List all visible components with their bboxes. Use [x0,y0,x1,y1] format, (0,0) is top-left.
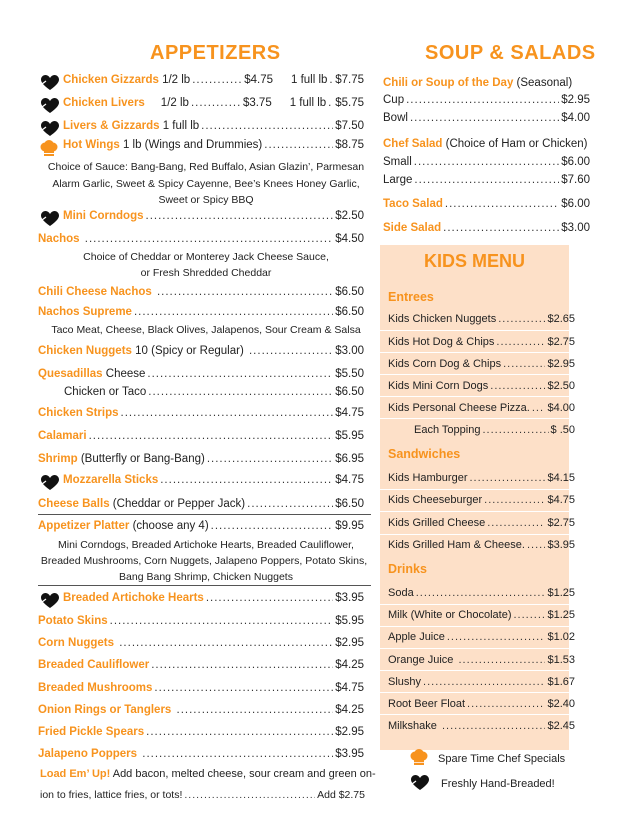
kids-divider [380,511,569,512]
large-price: $7.60 [561,174,590,186]
kids-item-price: $4.75 [547,494,575,506]
appetizer-mid: 1 full lb [289,97,327,109]
kids-item-price: $2.65 [547,313,575,325]
kids-sandwiches-heading: Sandwiches [388,447,461,461]
appetizer-price: $2.95 [335,637,364,649]
appetizer-row [38,704,364,716]
appetizer-name: Chili Cheese Nachos [38,286,152,298]
appetizer-price: $7.75 [335,74,364,86]
kids-item-price: $2.95 [547,358,575,370]
appetizer-mid: 1 full lb [290,74,328,86]
appetizer-desc [80,233,83,245]
appetizer-row [38,345,364,357]
kids-divider [380,489,569,490]
appetizer-name: Hot Wings [63,139,120,151]
chef-hat-icon [39,139,59,159]
appetizer-row [38,286,364,298]
kids-divider [380,330,569,331]
load-em-up-name: Load Em’ Up! [40,768,111,780]
appetizer-row [38,453,364,465]
appetizer-price: $6.50 [335,306,364,318]
divider-above-platter [38,514,371,515]
appetizer-name: Chicken Strips [38,407,119,419]
appetizer-row [38,430,364,442]
kids-item-name: Kids Mini Corn Dogs [388,380,489,392]
kids-item-price: $1.67 [547,676,575,688]
appetizer-desc: Cheese [102,368,146,380]
taco-salad-row [383,198,590,210]
kids-divider [380,670,569,671]
appetizer-half-price: $4.75 [244,74,273,86]
appetizers-title: APPETIZERS [150,42,281,64]
chili-heading [383,77,572,89]
kids-item-name: Orange Juice [388,654,457,666]
kids-item-name: Kids Grilled Ham & Cheese. [388,539,525,551]
appetizer-price: $6.50 [335,286,364,298]
kids-item-price: $2.50 [547,380,575,392]
chili-desc: (Seasonal) [513,77,573,89]
heart-hand-icon [41,98,59,114]
kids-menu-row [388,631,575,643]
appetizer-row [38,682,364,694]
appetizer-name: Calamari [38,430,87,442]
appetizer-name: Breaded Cauliflower [38,659,150,671]
heart-hand-icon [41,593,59,609]
kids-item-price: $2.75 [547,517,575,529]
appetizer-price: $5.50 [335,368,364,380]
kids-menu-row [388,698,575,710]
small-row [383,156,590,168]
kids-menu-row [388,402,575,414]
appetizer-price: $3.95 [335,592,364,604]
side-salad-row [383,222,590,234]
large-row [383,174,590,186]
load-em-up-price: Add $2.75 [317,789,365,801]
appetizer-row [63,97,364,109]
appetizer-price: $6.95 [335,453,364,465]
appetizer-price: $8.75 [335,139,364,151]
appetizer-price: $7.50 [335,120,364,132]
appetizer-desc: 1 lb (Wings and Drummies) [119,139,263,151]
wings-sauce-note-3: Sweet or Spicy BBQ [158,194,254,206]
appetizer-name: Potato Skins [38,615,108,627]
kids-divider [380,648,569,649]
kids-item-name: Milkshake [388,720,440,732]
appetizer-row [38,498,364,510]
kids-menu-row [388,720,575,732]
appetizer-price: $2.95 [335,726,364,738]
appetizer-desc: 1 full lb [159,120,200,132]
bowl-row [383,112,590,124]
side-salad-label: Side Salad [383,222,442,234]
large-label: Large [383,174,413,186]
appetizer-price: $4.25 [335,704,364,716]
kids-menu-row [388,358,575,370]
appetizer-desc [171,704,174,716]
appetizer-row [63,210,364,222]
kids-item-name: Kids Chicken Nuggets [388,313,497,325]
appetizer-row [38,615,364,627]
appetizer-row [38,368,364,380]
cup-row [383,94,590,106]
chef-salad-name: Chef Salad [383,138,443,150]
divider-below-platter [38,585,371,586]
appetizer-price: $5.75 [335,97,364,109]
kids-item-name: Each Topping [414,424,481,436]
appetizer-name: Breaded Mushrooms [38,682,153,694]
appetizer-row [38,748,364,760]
wings-sauce-note-1: Choice of Sauce: Bang-Bang, Red Buffalo, Asian Glazin’, Parmesan [47,161,365,173]
appetizer-price: $3.00 [335,345,364,357]
appetizer-row [63,120,364,132]
appetizer-row [38,407,364,419]
appetizer-row [38,233,364,245]
heart-hand-icon [411,775,429,791]
supreme-note: Taco Meat, Cheese, Black Olives, Jalapenos, Sour Cream & Salsa [51,324,361,336]
side-salad-price: $3.00 [561,222,590,234]
kids-item-price: $2.45 [547,720,575,732]
load-em-up-line2: ion to fries, lattice fries, or tots! [40,789,183,801]
appetizer-desc [152,286,155,298]
heart-hand-icon [41,121,59,137]
kids-divider [380,352,569,353]
kids-divider [380,418,569,419]
appetizer-name: Nachos Supreme [38,306,132,318]
kids-menu-row [388,676,575,688]
appetizer-desc: 10 (Spicy or Regular) [131,345,247,357]
appetizer-desc [137,748,140,760]
kids-item-name: Soda [388,587,414,599]
appetizer-desc: (Cheddar or Pepper Jack) [109,498,246,510]
kids-item-name: Kids Personal Cheese Pizza. [388,402,530,414]
appetizer-row [38,306,364,318]
kids-item-name: Kids Grilled Cheese [388,517,486,529]
kids-item-price: $3.95 [547,539,575,551]
appetizer-name: Mini Corndogs [63,210,144,222]
kids-divider [380,374,569,375]
cup-label: Cup [383,94,405,106]
kids-divider [380,604,569,605]
appetizer-desc: 1/2 lb [144,97,189,109]
appetizer-row [38,659,364,671]
kids-divider [380,396,569,397]
cup-price: $2.95 [561,94,590,106]
appetizer-name: Appetizer Platter [38,520,130,532]
appetizer-name: Mozzarella Sticks [63,474,159,486]
heart-hand-icon [41,475,59,491]
appetizer-name: Fried Pickle Spears [38,726,145,738]
appetizer-price: $4.75 [335,474,364,486]
appetizer-row [63,139,364,151]
kids-divider [380,534,569,535]
taco-salad-label: Taco Salad [383,198,443,210]
chef-salad-heading [383,138,588,150]
load-em-up-line1: Add bacon, melted cheese, sour cream and green on- [110,768,376,780]
appetizer-desc: 1/2 lb [158,74,191,86]
small-price: $6.00 [561,156,590,168]
kids-item-price: $1.25 [547,587,575,599]
appetizer-name: Livers & Gizzards [63,120,160,132]
nachos-note-2: or Fresh Shredded Cheddar [140,267,272,279]
appetizer-desc: (Butterfly or Bang-Bang) [77,453,205,465]
kids-item-price: $4.00 [547,402,575,414]
kids-divider [380,714,569,715]
chef-salad-desc: (Choice of Ham or Chicken) [442,138,588,150]
appetizer-name: Onion Rings or Tanglers [38,704,172,716]
kids-item-name: Slushy [388,676,422,688]
kids-item-price: $1.53 [547,654,575,666]
appetizer-row [63,74,364,86]
kids-drinks-heading: Drinks [388,562,427,576]
legend-chef-specials: Spare Time Chef Specials [438,753,566,765]
heart-hand-icon [41,211,59,227]
kids-divider [380,692,569,693]
kids-menu-row [388,472,575,484]
kids-divider [380,626,569,627]
kids-item-name: Kids Cheeseburger [388,494,483,506]
appetizer-price: $4.75 [335,407,364,419]
bowl-price: $4.00 [561,112,590,124]
appetizer-name: Cheese Balls [38,498,110,510]
appetizer-name: Nachos [38,233,80,245]
appetizer-name: Shrimp [38,453,78,465]
appetizer-row [38,637,364,649]
appetizer-name: Breaded Artichoke Hearts [63,592,204,604]
wings-sauce-note-2: Alarm Garlic, Sweet & Spicy Cayenne, Bee’s Knees Honey Garlic, [52,178,360,190]
kids-item-name: Root Beer Float [388,698,466,710]
load-em-up-line2-row [40,789,365,801]
load-em-up [40,768,376,780]
appetizer-name: Chicken Nuggets [38,345,132,357]
kids-item-name: Kids Corn Dog & Chips [388,358,502,370]
kids-menu-row [388,587,575,599]
appetizer-price: $4.25 [335,659,364,671]
kids-item-price: $1.25 [547,609,575,621]
appetizer-price: $2.50 [335,210,364,222]
kids-item-name: Apple Juice [388,631,445,643]
kids-item-name: Kids Hot Dog & Chips [388,336,495,348]
appetizer-name: Jalapeno Poppers [38,748,138,760]
kids-menu-row [388,539,575,551]
kids-item-price: $2.40 [547,698,575,710]
legend-hand-breaded: Freshly Hand-Breaded! [441,778,555,790]
appetizer-price: $6.50 [335,386,364,398]
appetizer-row [64,386,364,398]
kids-item-price: $ .50 [550,424,575,436]
small-label: Small [383,156,412,168]
appetizer-row [38,520,364,532]
appetizer-name: Chicken Gizzards [63,74,159,86]
taco-salad-price: $6.00 [561,198,590,210]
appetizer-price: $4.75 [335,682,364,694]
appetizer-desc: (choose any 4) [129,520,209,532]
appetizer-row [63,592,364,604]
appetizer-desc: Chicken or Taco [64,386,147,398]
appetizer-price: $3.95 [335,748,364,760]
nachos-note-1: Choice of Cheddar or Monterey Jack Cheese Sauce, [83,251,329,263]
kids-item-price: $4.15 [547,472,575,484]
bowl-label: Bowl [383,112,408,124]
appetizer-name: Chicken Livers [63,97,145,109]
kids-menu-title: KIDS MENU [423,251,525,271]
soup-salads-title: SOUP & SALADS [425,42,596,64]
kids-item-name: Kids Hamburger [388,472,468,484]
kids-menu-row [414,424,575,436]
appetizer-name: Corn Nuggets [38,637,115,649]
chili-name: Chili or Soup of the Day [383,77,514,89]
appetizer-price: $5.95 [335,615,364,627]
kids-menu-row [388,654,575,666]
platter-note-3: Bang Bang Shrimp, Chicken Nuggets [119,571,293,583]
kids-item-price: $2.75 [547,336,575,348]
appetizer-half-price: $3.75 [242,97,272,109]
kids-menu-row [388,494,575,506]
kids-item-price: $1.02 [547,631,575,643]
heart-hand-icon [41,75,59,91]
appetizer-name: Quesadillas [38,368,103,380]
kids-menu-row [388,609,575,621]
kids-menu-row [388,336,575,348]
appetizer-row [38,726,364,738]
appetizer-desc [114,637,117,649]
kids-menu-row [388,313,575,325]
chef-hat-icon [409,748,429,768]
platter-note-2: Breaded Mushrooms, Corn Nuggets, Jalapeno Poppers, Potato Skins, [40,555,368,567]
kids-item-name: Milk (White or Chocolate) [388,609,512,621]
kids-menu-row [388,517,575,529]
appetizer-price: $6.50 [335,498,364,510]
appetizer-price: $4.50 [335,233,364,245]
kids-menu-row [388,380,575,392]
appetizer-price: $9.95 [335,520,364,532]
appetizer-row [63,474,364,486]
kids-entrees-heading: Entrees [388,290,434,304]
platter-note-1: Mini Corndogs, Breaded Artichoke Hearts, Breaded Cauliflower, [58,539,354,551]
appetizer-price: $5.95 [335,430,364,442]
